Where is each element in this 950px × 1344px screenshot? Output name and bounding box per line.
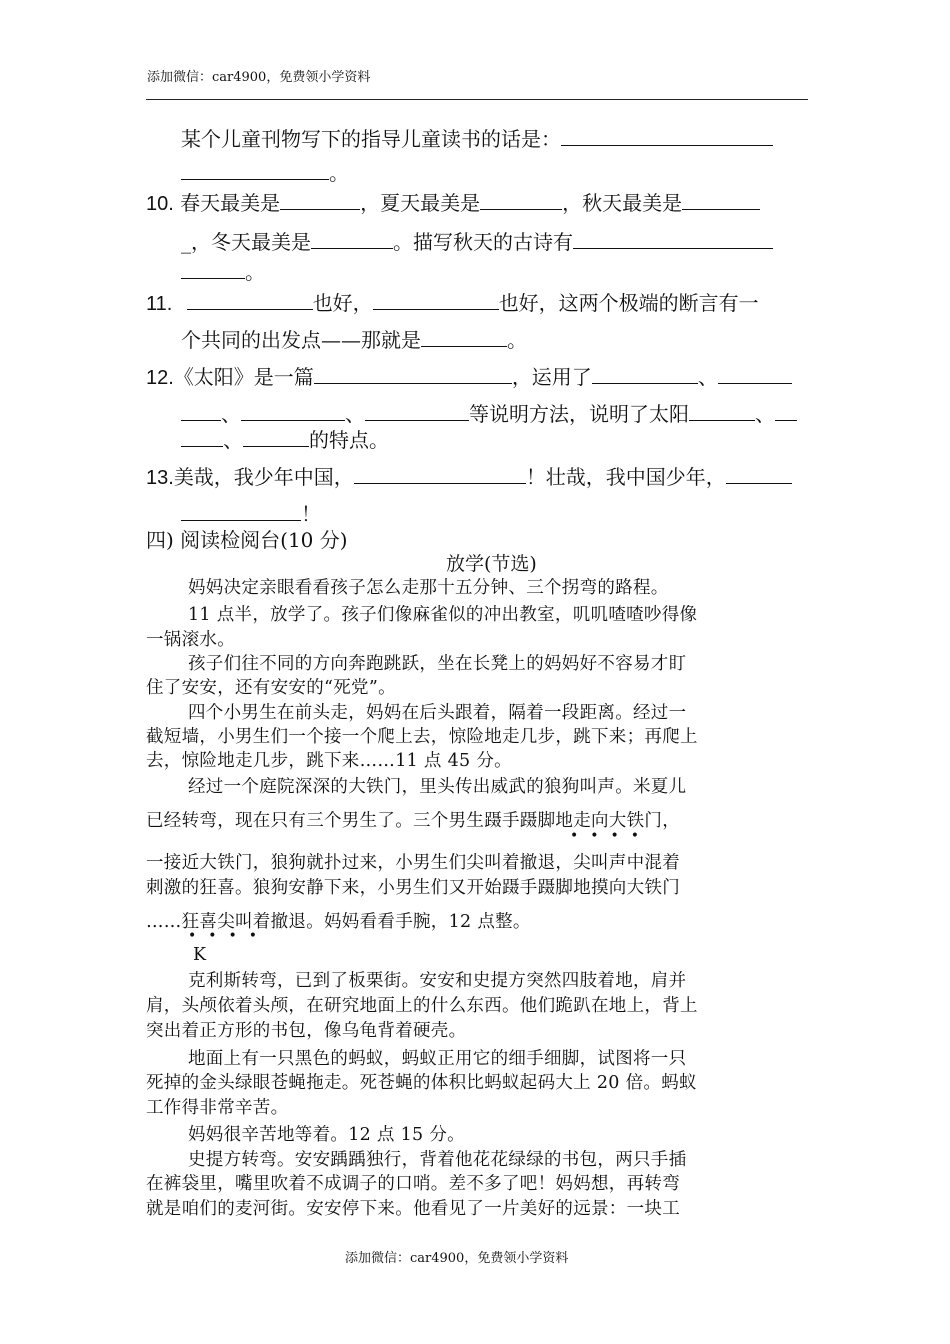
- question-9-line1: [181, 123, 773, 152]
- passage-line: 妈妈很辛苦地等着。12 点 15 分。: [188, 1125, 465, 1145]
- answer-blank[interactable]: [689, 401, 755, 421]
- passage-line: 住了安安，还有安安的“死党”。: [146, 678, 396, 698]
- answer-blank[interactable]: [181, 160, 329, 180]
- header-divider: [146, 99, 808, 100]
- answer-blank[interactable]: [718, 364, 792, 384]
- passage-line: 11 点半，放学了。孩子们像麻雀似的冲出教室，叽叽喳喳吵得像: [188, 605, 698, 625]
- answer-blank[interactable]: [181, 501, 301, 521]
- answer-blank[interactable]: [311, 229, 393, 249]
- answer-blank[interactable]: [573, 229, 773, 249]
- question-9-line2: 。: [181, 157, 349, 186]
- passage-line: 死掉的金头绿眼苍蝇拖走。死苍蝇的体积比蚂蚁起码大上 20 倍。蚂蚁: [146, 1073, 697, 1093]
- answer-blank[interactable]: [365, 401, 469, 421]
- passage-line: 已经转弯，现在只有三个男生了。三个男生蹑手蹑脚地走向大铁门，: [146, 811, 680, 831]
- passage-line: 工作得非常辛苦。: [146, 1098, 289, 1118]
- passage-line: 去，惊险地走几步，跳下来……11 点 45 分。: [146, 751, 512, 771]
- passage-title: 放学(节选): [446, 553, 537, 575]
- passage-line: 孩子们往不同的方向奔跑跳跃，坐在长凳上的妈妈好不容易才盯: [188, 654, 687, 674]
- question-11-line2: 个共同的出发点——那就是 。: [181, 328, 527, 352]
- answer-blank[interactable]: [181, 427, 223, 447]
- question-9-text: 某个儿童刊物写下的指导儿童读书的话是：: [181, 127, 561, 151]
- passage-line: 经过一个庭院深深的大铁门，里头传出威武的狼狗叫声。米夏儿: [188, 777, 687, 797]
- answer-blank[interactable]: [480, 190, 562, 210]
- passage-line: 刺激的狂喜。狼狗安静下来，小男生们又开始蹑手蹑脚地摸向大铁门: [146, 878, 680, 898]
- passage-line: 截短墙，小男生们一个接一个爬上去，惊险地走几步，跳下来；再爬上: [146, 727, 698, 747]
- section-heading: 四) 阅读检阅台(10 分): [146, 528, 348, 552]
- question-12-line1: 12.《太阳》是一篇 ，运用了 、: [146, 361, 792, 390]
- passage-line: 四个小男生在前头走，妈妈在后头跟着，隔着一段距离。经过一: [188, 703, 687, 723]
- passage-line: 克利斯转弯，已到了板栗街。安安和史提方突然四肢着地，肩并: [188, 971, 687, 991]
- answer-blank[interactable]: [682, 190, 760, 210]
- question-number: 11.: [146, 293, 173, 315]
- question-13-line1: 13.美哉，我少年中国， ！壮哉，我中国少年，: [146, 461, 792, 490]
- question-13-line2: ！: [181, 498, 321, 527]
- question-number: 10.: [146, 193, 174, 215]
- answer-blank[interactable]: [421, 327, 507, 347]
- passage-line: 突出着正方形的书包，像乌龟背着硬壳。: [146, 1021, 467, 1041]
- question-number: 12.: [146, 367, 174, 389]
- question-number: 13.: [146, 467, 174, 489]
- question-10-line1: 10. 春天最美是 ，夏天最美是 ，秋天最美是: [146, 187, 760, 216]
- emphasis-dots: ••••: [570, 828, 652, 844]
- passage-line: 肩，头颅依着头颅，在研究地面上的什么东西。他们跪趴在地上，背上: [146, 996, 698, 1016]
- passage-line: 地面上有一只黑色的蚂蚁，蚂蚁正用它的细手细脚，试图将一只: [188, 1049, 687, 1069]
- question-12-line2: 、 、 等说明方法，说明了太阳 、: [181, 398, 797, 427]
- answer-blank[interactable]: [280, 190, 360, 210]
- answer-blank[interactable]: [181, 401, 221, 421]
- answer-blank[interactable]: [373, 290, 499, 310]
- passage-line: 在裤袋里，嘴里吹着不成调子的口哨。差不多了吧！妈妈想，再转弯: [146, 1174, 680, 1194]
- answer-blank[interactable]: [561, 126, 773, 146]
- answer-blank[interactable]: [243, 427, 309, 447]
- passage-line: 就是咱们的麦河街。安安停下来。他看见了一片美好的远景：一块工: [146, 1199, 680, 1219]
- question-12-line3: 、 的特点。: [181, 424, 389, 453]
- page-footer: 添加微信：car4900，免费领小学资料: [345, 1251, 569, 1266]
- question-10-line3: 。: [181, 256, 265, 285]
- answer-blank[interactable]: [314, 364, 512, 384]
- emphasis-dots: ••••: [188, 928, 270, 944]
- answer-blank[interactable]: [181, 259, 245, 279]
- answer-blank[interactable]: [354, 464, 526, 484]
- passage-line: 一锅滚水。: [146, 630, 235, 650]
- passage-line: ……狂喜尖叫着撤退。妈妈看看手腕，12 点整。: [146, 912, 531, 932]
- answer-blank[interactable]: [775, 401, 797, 421]
- answer-blank[interactable]: [726, 464, 792, 484]
- passage-line: K: [193, 945, 207, 965]
- page-header: 添加微信：car4900，免费领小学资料: [147, 70, 371, 85]
- passage-line: 史提方转弯。安安踽踽独行，背着他花花绿绿的书包，两只手插: [188, 1150, 687, 1170]
- answer-blank[interactable]: [592, 364, 698, 384]
- answer-blank[interactable]: [187, 290, 313, 310]
- answer-blank[interactable]: [241, 401, 345, 421]
- question-10-line2: _，冬天最美是 。描写秋天的古诗有: [181, 226, 773, 255]
- passage-line: 一接近大铁门，狼狗就扑过来，小男生们尖叫着撤退，尖叫声中混着: [146, 853, 680, 873]
- passage-line: 妈妈决定亲眼看看孩子怎么走那十五分钟、三个拐弯的路程。: [188, 578, 669, 598]
- question-11-line1: 11. 也好， 也好，这两个极端的断言有一: [146, 291, 759, 315]
